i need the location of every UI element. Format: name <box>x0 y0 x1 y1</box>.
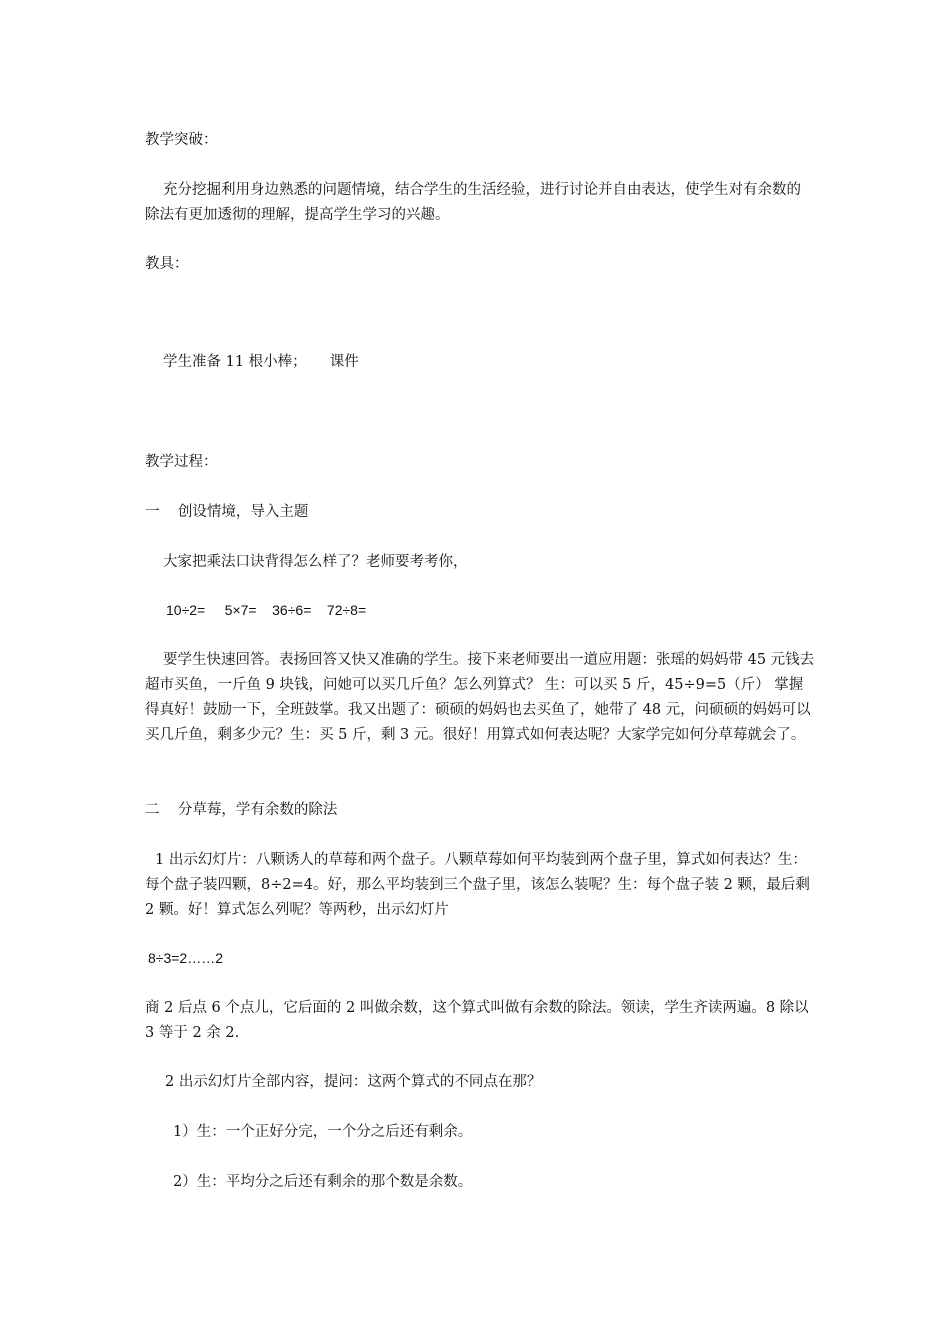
section2-equation: 8÷3=2……2 <box>148 950 224 966</box>
section2-heading: 二 分草莓，学有余数的除法 <box>145 802 338 818</box>
section1-intro: 大家把乘法口诀背得怎么样了？老师要考考你， <box>163 554 468 570</box>
section2-answer2: 2）生：平均分之后还有剩余的那个数是余数。 <box>173 1174 473 1190</box>
section1-paragraph: 要学生快速回答。表扬回答又快又准确的学生。接下来老师要出一道应用题：张瑶的妈妈带 45 元钱去超市买鱼，一斤鱼 9 块钱，问她可以买几斤鱼？怎么列算式？ 生：可以买 5 斤，45÷9=5（斤） 掌握得真好！鼓励一下，全班鼓掌。我又出题了：硕硕的妈妈也去买鱼了，她带了 48 元，问硕硕的妈妈可以买几斤鱼，剩多少元？生：买 5 斤，剩 3 元。很好！用算式如何表达呢？大家学完如何分草莓就会了。 <box>145 652 815 743</box>
section2-item1: 1 出示幻灯片：八颗诱人的草莓和两个盘子。八颗草莓如何平均装到两个盘子里，算式如何表达？生：每个盘子装四颗，8÷2=4。好，那么平均装到三个盘子里，该怎么装呢？生：每个盘子装 2 颗，最后剩 2 颗。好！算式怎么列呢？等两秒，出示幻灯片 <box>145 852 810 918</box>
process-heading: 教学过程： <box>145 454 218 470</box>
section1-equations: 10÷2= 5×7= 36÷6= 72÷8= <box>166 602 367 618</box>
section2-answer1: 1）生：一个正好分完，一个分之后还有剩余。 <box>173 1124 473 1140</box>
tools-paragraph: 学生准备 11 根小棒； 课件 <box>163 354 359 370</box>
breakthrough-heading: 教学突破： <box>145 132 218 148</box>
breakthrough-paragraph: 充分挖掘利用身边熟悉的问题情境，结合学生的生活经验，进行讨论并自由表达，使学生对有余数的除法有更加透彻的理解，提高学生学习的兴趣。 <box>145 182 801 223</box>
tools-heading: 教具： <box>145 256 189 272</box>
section1-heading: 一 创设情境，导入主题 <box>145 504 309 520</box>
section2-item2: 2 出示幻灯片全部内容，提问：这两个算式的不同点在那？ <box>165 1074 542 1090</box>
section2-explanation: 商 2 后点 6 个点儿，它后面的 2 叫做余数，这个算式叫做有余数的除法。领读，学生齐读两遍。8 除以 3 等于 2 余 2. <box>145 1000 809 1041</box>
